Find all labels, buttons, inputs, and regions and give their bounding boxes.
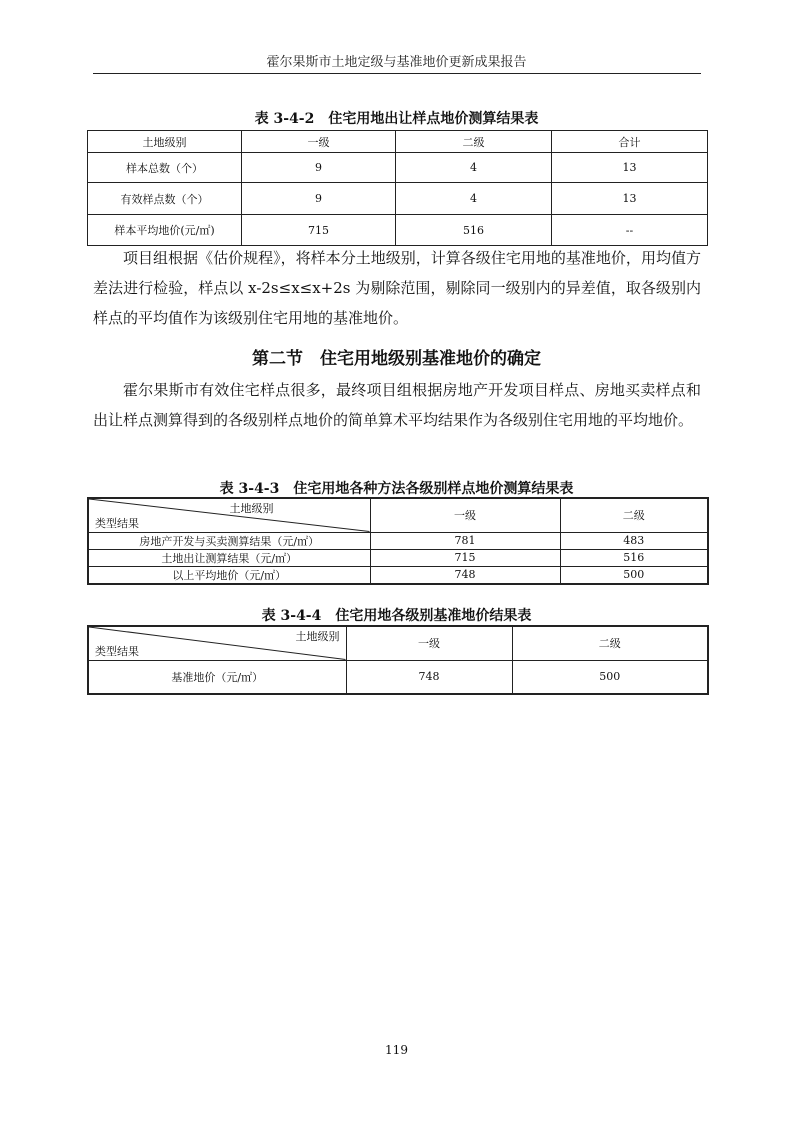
table-header-cell: 一级 — [346, 626, 512, 660]
table-row — [88, 215, 708, 246]
table-row — [88, 660, 708, 694]
table-header-row — [88, 626, 708, 660]
body-paragraph — [93, 243, 701, 333]
table-cell: 781 — [370, 532, 560, 549]
diagonal-header-cell — [88, 498, 370, 532]
table-cell: 13 — [552, 183, 708, 215]
table-header-cell: 合计 — [552, 131, 708, 153]
table2-caption: 表 3-4-3 住宅用地各种方法各级别样点地价测算结果表 — [219, 481, 574, 497]
page-number: 119 — [385, 1043, 408, 1057]
table-cell: 以上平均地价（元/㎡） — [88, 566, 370, 584]
table-cell: 9 — [242, 153, 396, 183]
table-row — [88, 566, 708, 584]
table-cell: 土地出让测算结果（元/㎡） — [88, 549, 370, 566]
table1-caption: 表 3-4-2 住宅用地出让样点地价测算结果表 — [254, 111, 539, 127]
table-header-row — [88, 131, 708, 153]
table-row — [88, 549, 708, 566]
table-cell: 13 — [552, 153, 708, 183]
corner-label-level: 土地级别 — [295, 630, 340, 643]
table-3-4-2 — [87, 130, 708, 246]
corner-label-type: 类型结果 — [95, 644, 139, 658]
table-cell: 500 — [560, 566, 708, 584]
table-cell: 516 — [560, 549, 708, 566]
body-paragraph — [93, 375, 701, 435]
table-row — [88, 532, 708, 549]
table-header-cell: 一级 — [370, 498, 560, 532]
table-cell: 基准地价（元/㎡） — [88, 660, 346, 694]
table-cell: 样本总数（个） — [88, 153, 242, 183]
table-cell: 房地产开发与买卖测算结果（元/㎡） — [88, 532, 370, 549]
paragraph-text: 霍尔果斯市有效住宅样点很多，最终项目组根据房地产开发项目样点、房地买卖样点和出让样点测算得到的各级别样点地价的简单算术平均结果作为各级别住宅用地的平均地价。 — [93, 381, 701, 429]
table-header-cell: 一级 — [242, 131, 396, 153]
table-cell: 4 — [396, 183, 552, 215]
table-3-4-4 — [87, 625, 709, 695]
table-cell: 715 — [370, 549, 560, 566]
table-cell: 748 — [346, 660, 512, 694]
table3-caption: 表 3-4-4 住宅用地各级别基准地价结果表 — [261, 608, 532, 624]
table-header-cell: 二级 — [560, 498, 708, 532]
table-header-row — [88, 498, 708, 532]
report-header-title: 霍尔果斯市土地定级与基准地价更新成果报告 — [266, 55, 527, 70]
header-divider — [93, 73, 701, 74]
table-3-4-3 — [87, 497, 709, 585]
corner-label-level: 土地级别 — [229, 502, 274, 515]
table-cell: 715 — [242, 215, 396, 246]
table-cell: 748 — [370, 566, 560, 584]
table-header-cell: 土地级别 — [88, 131, 242, 153]
table-cell: 样本平均地价(元/㎡) — [88, 215, 242, 246]
table-row — [88, 153, 708, 183]
table-cell: 500 — [512, 660, 708, 694]
table-header-cell: 二级 — [396, 131, 552, 153]
table-cell: -- — [552, 215, 708, 246]
table-cell: 516 — [396, 215, 552, 246]
table-cell: 有效样点数（个） — [88, 183, 242, 215]
table-header-cell: 二级 — [512, 626, 708, 660]
corner-label-type: 类型结果 — [95, 516, 139, 530]
table-cell: 483 — [560, 532, 708, 549]
table-row — [88, 183, 708, 215]
diagonal-header-cell — [88, 626, 346, 660]
table-cell: 4 — [396, 153, 552, 183]
table-cell: 9 — [242, 183, 396, 215]
section-heading: 第二节 住宅用地级别基准地价的确定 — [252, 349, 541, 369]
paragraph-text: 项目组根据《估价规程》，将样本分土地级别，计算各级住宅用地的基准地价，用均值方差法进行检验，样点以 x-2s≤x≤x+2s 为剔除范围，剔除同一级别内的异差值，取各级别内样点的平均值作为该级别住宅用地的基准地价。 — [93, 249, 701, 327]
